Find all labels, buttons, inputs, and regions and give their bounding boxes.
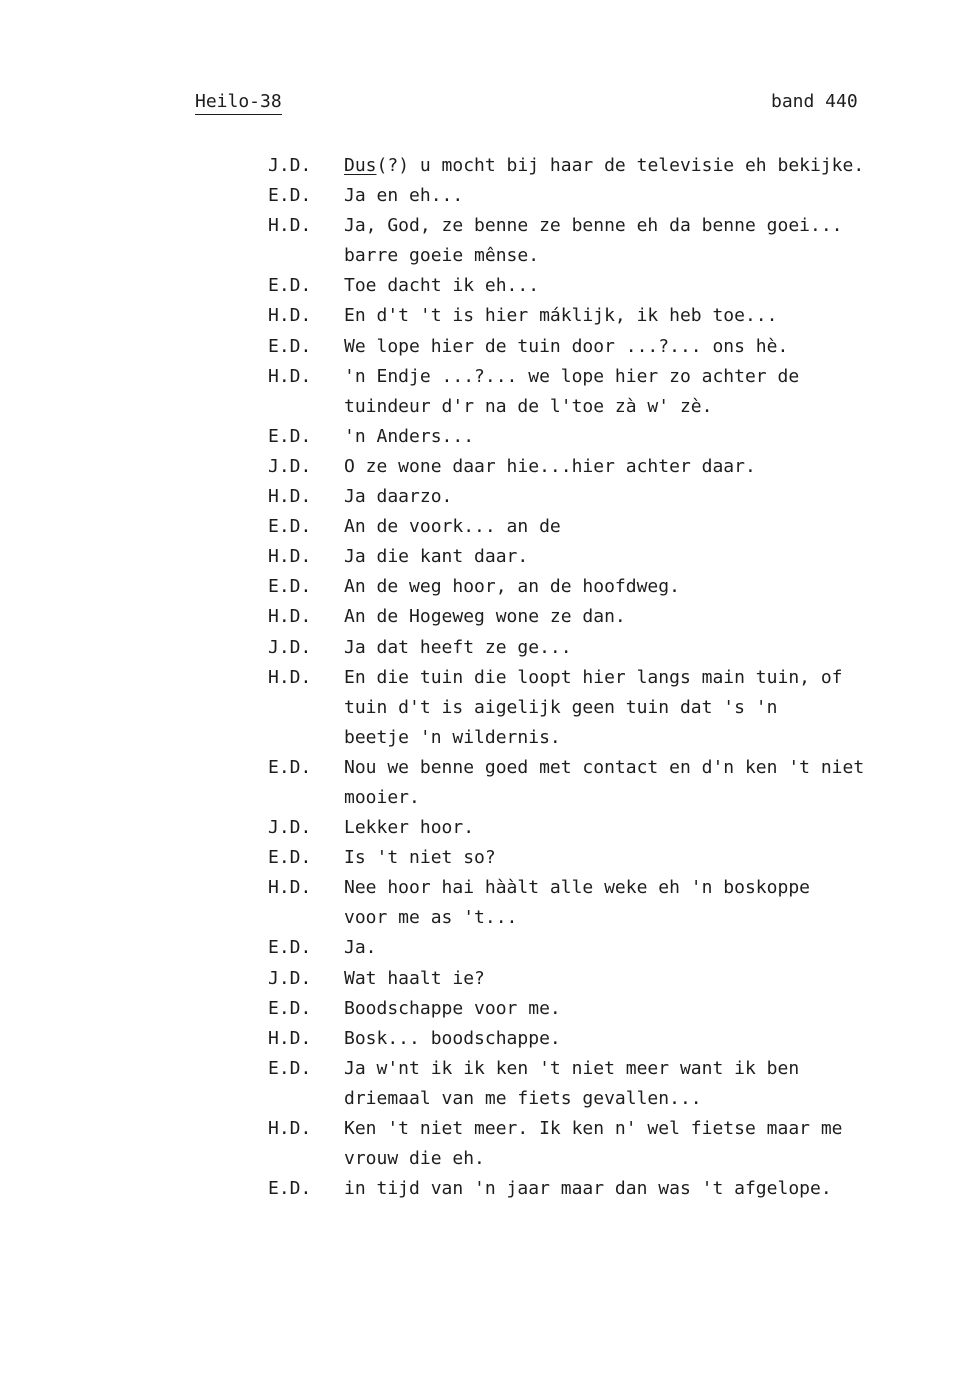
utterance xyxy=(344,1174,964,1204)
speaker-label: J.D. xyxy=(268,967,312,989)
utterance xyxy=(344,663,964,753)
speaker-label: E.D. xyxy=(268,847,312,869)
utterance-line: Toe dacht ik eh... xyxy=(344,275,540,297)
transcript-entry xyxy=(0,452,979,482)
utterance xyxy=(344,151,964,181)
utterance xyxy=(344,482,964,512)
speaker-label: H.D. xyxy=(268,877,312,899)
transcript-entry xyxy=(0,542,979,572)
utterance-line: O ze wone daar hie...hier achter daar. xyxy=(344,455,756,477)
utterance-line: An de weg hoor, an de hoofdweg. xyxy=(344,576,680,598)
utterance xyxy=(344,813,964,843)
utterance-line: 'n Endje ...?... we lope hier zo achter de xyxy=(344,365,800,387)
utterance xyxy=(344,994,964,1024)
transcript xyxy=(0,151,979,1204)
utterance xyxy=(344,452,964,482)
utterance xyxy=(344,422,964,452)
transcript-entry xyxy=(0,813,979,843)
speaker-label: E.D. xyxy=(268,997,312,1019)
transcript-entry xyxy=(0,512,979,542)
utterance-line: vrouw die eh. xyxy=(344,1148,485,1170)
speaker-label: H.D. xyxy=(268,606,312,628)
utterance-line: mooier. xyxy=(344,786,420,808)
utterance-line: Wat haalt ie? xyxy=(344,967,485,989)
speaker-label: E.D. xyxy=(268,335,312,357)
transcript-entry xyxy=(0,753,979,813)
speaker-label: H.D. xyxy=(268,365,312,387)
transcript-entry xyxy=(0,602,979,632)
transcript-entry xyxy=(0,151,979,181)
utterance-line: in tijd van 'n jaar maar dan was 't afgelope. xyxy=(344,1178,832,1200)
speaker-label: H.D. xyxy=(268,666,312,688)
utterance-line: Lekker hoor. xyxy=(344,817,475,839)
utterance-line: An de voork... an de xyxy=(344,516,561,538)
transcript-entry xyxy=(0,362,979,422)
speaker-label: H.D. xyxy=(268,1027,312,1049)
utterance-line: Ja, God, ze benne ze benne eh da benne goei... xyxy=(344,215,843,237)
tape-number: band 440 xyxy=(771,91,858,112)
utterance-line: Ja die kant daar. xyxy=(344,546,529,568)
transcript-entry xyxy=(0,271,979,301)
utterance-line: voor me as 't... xyxy=(344,907,518,929)
utterance xyxy=(344,332,964,362)
transcript-entry xyxy=(0,964,979,994)
transcript-entry xyxy=(0,572,979,602)
utterance-line: En d't 't is hier máklijk, ik heb toe... xyxy=(344,305,778,327)
utterance xyxy=(344,1054,964,1114)
utterance xyxy=(344,271,964,301)
speaker-label: H.D. xyxy=(268,1118,312,1139)
transcript-entry xyxy=(0,1114,979,1174)
transcript-entry xyxy=(0,663,979,753)
utterance xyxy=(344,1114,964,1174)
utterance-line: An de Hogeweg wone ze dan. xyxy=(344,606,626,628)
speaker-label: E.D. xyxy=(268,275,312,297)
transcript-entry xyxy=(0,1174,979,1204)
utterance-line: beetje 'n wildernis. xyxy=(344,726,561,748)
utterance-line: Nou we benne goed met contact en d'n ken 't niet xyxy=(344,756,865,778)
transcript-entry xyxy=(0,211,979,271)
utterance-line: En die tuin die loopt hier langs main tuin, of xyxy=(344,666,843,688)
utterance-line: Ja. xyxy=(344,937,377,959)
utterance xyxy=(344,362,964,422)
utterance xyxy=(344,512,964,542)
utterance-line xyxy=(344,151,964,181)
transcript-entry xyxy=(0,633,979,663)
utterance xyxy=(344,964,964,994)
transcript-entry xyxy=(0,332,979,362)
utterance xyxy=(344,933,964,963)
transcript-entry xyxy=(0,994,979,1024)
utterance xyxy=(344,633,964,663)
utterance-line: Bosk... boodschappe. xyxy=(344,1027,561,1049)
transcript-entry xyxy=(0,482,979,512)
utterance-line: tuindeur d'r na de l'toe zà w' zè. xyxy=(344,395,713,417)
utterance-line: Nee hoor hai hààlt alle weke eh 'n boskoppe xyxy=(344,877,810,899)
speaker-label: H.D. xyxy=(268,305,312,327)
utterance xyxy=(344,602,964,632)
utterance xyxy=(344,1024,964,1054)
utterance-line: barre goeie mênse. xyxy=(344,245,540,267)
utterance-line: We lope hier de tuin door ...?... ons hè. xyxy=(344,335,789,357)
utterance-line: Boodschappe voor me. xyxy=(344,997,561,1019)
utterance xyxy=(344,301,964,331)
utterance xyxy=(344,753,964,813)
utterance-line: Ja dat heeft ze ge... xyxy=(344,636,572,658)
utterance xyxy=(344,211,964,271)
underlined-word: Dus xyxy=(344,155,377,176)
speaker-label: J.D. xyxy=(268,455,312,477)
utterance-line: driemaal van me fiets gevallen... xyxy=(344,1087,702,1109)
utterance xyxy=(344,843,964,873)
transcript-entry xyxy=(0,933,979,963)
transcript-entry xyxy=(0,1054,979,1114)
speaker-label: E.D. xyxy=(268,425,312,447)
utterance xyxy=(344,181,964,211)
utterance-line: 'n Anders... xyxy=(344,425,475,447)
transcript-entry xyxy=(0,873,979,933)
transcript-entry xyxy=(0,181,979,211)
utterance-line: Ja daarzo. xyxy=(344,486,453,508)
speaker-label: E.D. xyxy=(268,185,312,207)
speaker-label: E.D. xyxy=(268,1178,312,1200)
speaker-label: H.D. xyxy=(268,486,312,508)
transcript-entry xyxy=(0,843,979,873)
utterance-text: (?) u mocht bij haar de televisie eh bekijke. xyxy=(376,155,865,176)
utterance-line: tuin d't is aigelijk geen tuin dat 's 'n xyxy=(344,696,778,718)
speaker-label: E.D. xyxy=(268,937,312,959)
document-id: Heilo-38 xyxy=(195,90,282,115)
utterance xyxy=(344,542,964,572)
transcript-entry xyxy=(0,1024,979,1054)
utterance-line: Ja en eh... xyxy=(344,185,464,207)
speaker-label: E.D. xyxy=(268,516,312,538)
speaker-label: H.D. xyxy=(268,215,312,237)
utterance xyxy=(344,572,964,602)
transcript-entry xyxy=(0,301,979,331)
utterance-line: Is 't niet so? xyxy=(344,847,496,869)
utterance-line: Ja w'nt ik ik ken 't niet meer want ik ben xyxy=(344,1057,800,1079)
speaker-label: E.D. xyxy=(268,1057,312,1079)
speaker-label: J.D. xyxy=(268,817,312,839)
utterance-line: Ken 't niet meer. Ik ken n' wel fietse maar me xyxy=(344,1118,843,1139)
speaker-label: E.D. xyxy=(268,576,312,598)
utterance xyxy=(344,873,964,933)
speaker-label: H.D. xyxy=(268,546,312,568)
speaker-label: J.D. xyxy=(268,636,312,658)
transcript-entry xyxy=(0,422,979,452)
speaker-label: J.D. xyxy=(268,155,312,176)
speaker-label: E.D. xyxy=(268,756,312,778)
